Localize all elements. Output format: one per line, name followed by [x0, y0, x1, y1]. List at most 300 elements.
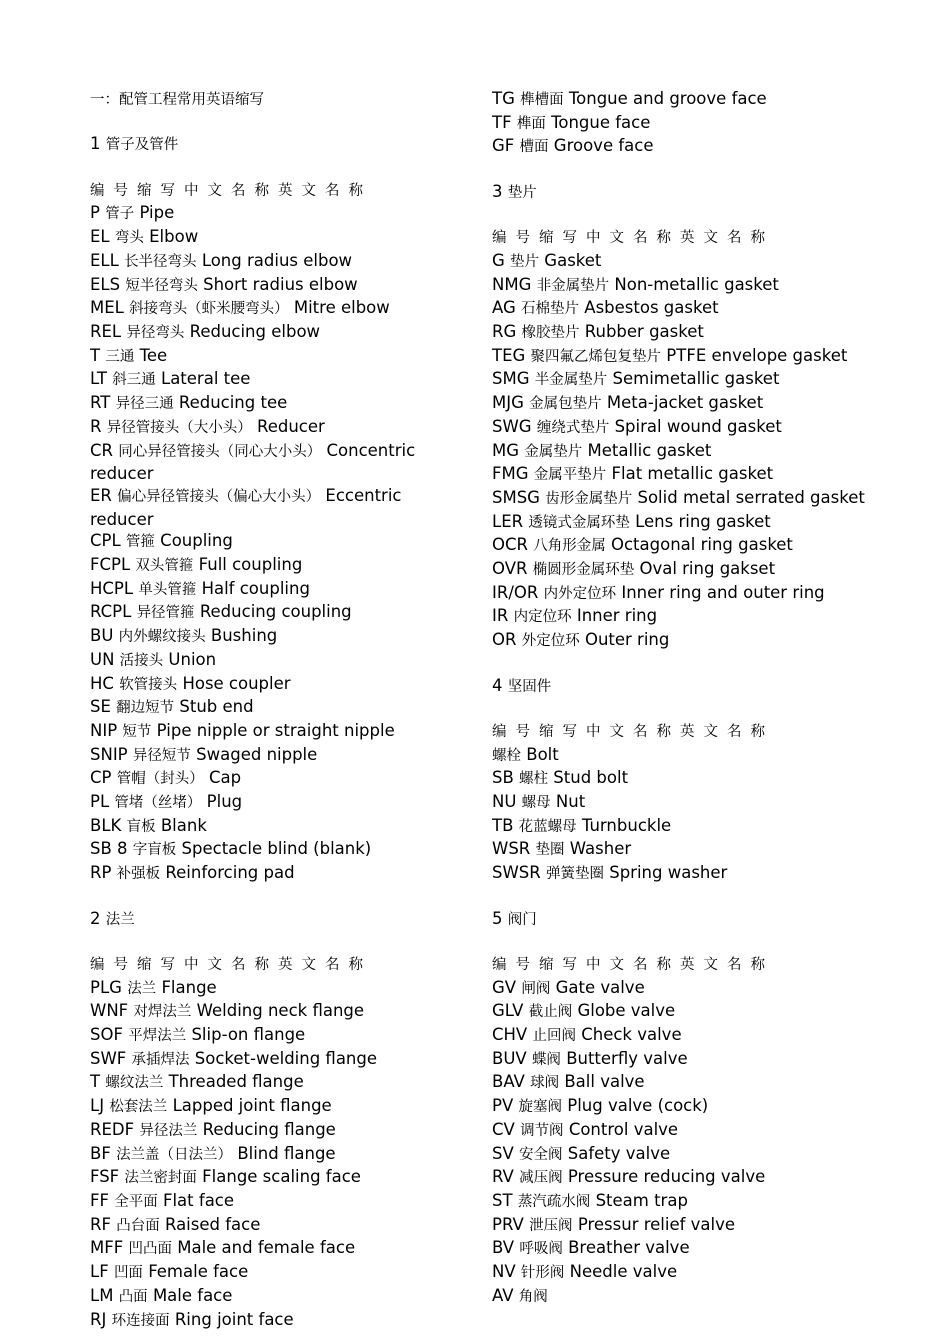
entry-english-name: Tee [139, 345, 168, 365]
entry-chinese-name: 全平面 [114, 1193, 158, 1210]
entry-chinese-name: 活接头 [119, 652, 164, 669]
entry-code: 3 [492, 181, 503, 201]
right-column [492, 88, 912, 1308]
entry-code: SOF [90, 1025, 123, 1045]
entry-code: BV [492, 1238, 515, 1258]
glossary-entry [492, 605, 912, 629]
entry-english-name: Raised face [164, 1214, 261, 1234]
entry-code: SMSG [492, 487, 540, 507]
column-header [492, 720, 912, 744]
entry-code: T [90, 1072, 101, 1092]
glossary-entry [90, 202, 470, 226]
entry-english-name: PTFE envelope gasket [666, 345, 848, 365]
entry-english-name: Solid metal serrated gasket [637, 487, 865, 507]
entry-chinese-name: 法兰密封面 [124, 1170, 197, 1187]
glossary-entry [492, 511, 912, 535]
entry-chinese-name: 异径三通 [115, 396, 174, 413]
glossary-entry [90, 767, 470, 791]
section-title-text: 一：配管工程常用英语缩写 [90, 92, 264, 108]
glossary-entry [90, 1309, 470, 1333]
entry-english-name: Spiral wound gasket [614, 416, 782, 436]
entry-chinese-name: 凹凸面 [128, 1241, 172, 1258]
entry-code: RP [90, 863, 112, 883]
glossary-entry [90, 392, 470, 416]
entry-chinese-name: 弹簧垫圈 [545, 866, 604, 883]
entry-english-name: Reinforcing pad [165, 863, 295, 883]
entry-chinese-name: 阀门 [507, 911, 537, 928]
glossary-entry [492, 558, 912, 582]
entry-chinese-name: 斜三通 [112, 372, 156, 389]
entry-english-name: Octagonal ring gasket [610, 535, 793, 555]
entry-chinese-name: 金属平垫片 [533, 467, 607, 484]
entry-chinese-name: 补强板 [116, 866, 161, 883]
entry-chinese-name: 短节 [122, 723, 152, 740]
entry-chinese-name: 减压阀 [519, 1170, 563, 1187]
entry-english-name: Stub end [179, 697, 254, 717]
glossary-entry [90, 601, 470, 625]
entry-english-name: Tongue and groove face [568, 89, 767, 108]
entry-english-name: Nut [555, 792, 586, 812]
entry-chinese-name: 异径管接头（大小头） [106, 419, 252, 436]
entry-code: R [90, 416, 102, 436]
glossary-entry [90, 838, 470, 862]
entry-code: BLK [90, 815, 122, 835]
glossary-entry [90, 625, 470, 649]
glossary-entry [492, 1214, 912, 1238]
entry-english-name: Spectacle blind (blank) [181, 839, 372, 859]
blank-line [90, 112, 470, 134]
glossary-entry [492, 791, 912, 815]
entry-english-name: Plug [206, 792, 243, 812]
entry-code: FMG [492, 464, 529, 484]
entry-chinese-name: 闸阀 [521, 980, 551, 997]
entry-chinese-name: 调节阀 [520, 1122, 564, 1139]
column-header-text: 编号缩写中文名称英文名称 [492, 723, 774, 740]
entry-code: TF [492, 112, 512, 132]
entry-english-name: Male and female face [177, 1238, 356, 1258]
entry-chinese-name: 字盲板 [132, 842, 177, 859]
glossary-entry [90, 673, 470, 697]
entry-code: LF [90, 1262, 109, 1282]
entry-chinese-name: 翻边短节 [116, 700, 175, 717]
entry-chinese-name: 垫片 [510, 253, 540, 270]
entry-code: SWF [90, 1048, 127, 1068]
entry-english-name: Eccentric reducer [90, 485, 402, 529]
entry-chinese-name: 凸台面 [116, 1217, 160, 1234]
glossary-entry [90, 815, 470, 839]
entry-code: SNIP [90, 744, 128, 764]
glossary-entry [90, 649, 470, 673]
entry-chinese-name: 双头管箍 [135, 558, 194, 575]
blank-line [492, 931, 912, 953]
entry-chinese-name: 外定位环 [521, 633, 580, 650]
entry-chinese-name: 偏心异径管接头（偏心大小头） [117, 488, 321, 505]
blank-line [492, 205, 912, 227]
entry-chinese-name: 非金属垫片 [536, 277, 610, 294]
glossary-entry [492, 1024, 912, 1048]
entry-code: TG [492, 89, 515, 108]
entry-english-name: Pipe nipple or straight nipple [156, 720, 395, 740]
entry-english-name: Elbow [149, 227, 199, 247]
entry-english-name: Outer ring [584, 630, 670, 650]
entry-chinese-name: 螺纹法兰 [105, 1075, 164, 1092]
entry-chinese-name: 槽面 [519, 139, 549, 156]
entry-chinese-name: 榫槽面 [520, 92, 564, 108]
entry-chinese-name: 花蓝螺母 [518, 818, 577, 835]
entry-chinese-name: 榫面 [516, 115, 546, 132]
entry-code: REDF [90, 1119, 135, 1139]
entry-english-name: Female face [148, 1262, 249, 1282]
entry-code: MG [492, 440, 520, 460]
entry-code: OCR [492, 535, 528, 555]
entry-chinese-name: 旋塞阀 [518, 1099, 562, 1116]
entry-chinese-name: 安全阀 [519, 1146, 563, 1163]
entry-english-name: Semimetallic gasket [612, 369, 780, 389]
entry-code: NMG [492, 274, 532, 294]
entry-code: FCPL [90, 555, 131, 575]
entry-code: P [90, 203, 100, 223]
entry-chinese-name: 法兰 [105, 911, 135, 928]
entry-chinese-name: 透镜式金属环垫 [528, 514, 630, 531]
glossary-entry [90, 485, 470, 530]
entry-chinese-name: 内定位环 [513, 609, 572, 626]
column-header [492, 226, 912, 250]
glossary-entry [492, 908, 912, 932]
blank-line [90, 931, 470, 953]
entry-chinese-name: 金属垫片 [524, 443, 583, 460]
entry-english-name: Gasket [544, 250, 602, 270]
entry-english-name: Flat face [162, 1190, 235, 1210]
entry-code: AV [492, 1285, 514, 1305]
entry-chinese-name: 同心异径管接头（同心大小头） [118, 443, 322, 460]
entry-code: IR [492, 606, 509, 626]
glossary-entry [90, 321, 470, 345]
entry-chinese-name: 蝶阀 [531, 1051, 561, 1068]
entry-code: RV [492, 1167, 514, 1187]
entry-english-name: Gate valve [555, 977, 645, 997]
entry-code: BF [90, 1143, 111, 1163]
entry-chinese-name: 法兰 [127, 980, 157, 997]
section-title [90, 88, 470, 112]
entry-code: HC [90, 673, 114, 693]
glossary-entry [492, 135, 912, 159]
blank-line [90, 157, 470, 179]
entry-english-name: Concentric reducer [90, 440, 416, 484]
entry-english-name: Coupling [160, 531, 233, 551]
entry-code: LT [90, 369, 107, 389]
glossary-entry [492, 1095, 912, 1119]
entry-code: PL [90, 792, 110, 812]
entry-chinese-name: 角阀 [518, 1288, 548, 1305]
entry-chinese-name: 截止阀 [528, 1004, 573, 1021]
entry-code: NV [492, 1262, 516, 1282]
entry-code: CPL [90, 531, 121, 551]
entry-code: 4 [492, 675, 503, 695]
entry-english-name: Stud bolt [553, 768, 629, 788]
glossary-entry [90, 744, 470, 768]
entry-chinese-name: 长半径弯头 [124, 253, 197, 270]
glossary-entry [492, 1190, 912, 1214]
glossary-entry [90, 554, 470, 578]
glossary-entry [90, 1143, 470, 1167]
entry-english-name: Hose coupler [182, 673, 291, 693]
glossary-entry [90, 274, 470, 298]
glossary-entry [90, 1261, 470, 1285]
entry-english-name: Lateral tee [161, 369, 251, 389]
entry-code: SWG [492, 416, 532, 436]
entry-chinese-name: 环连接面 [111, 1312, 170, 1329]
entry-code: GLV [492, 1001, 524, 1021]
glossary-entry [90, 1237, 470, 1261]
entry-chinese-name: 异径管箍 [136, 605, 195, 622]
entry-code: 1 [90, 134, 101, 154]
entry-code: PV [492, 1096, 514, 1116]
entry-chinese-name: 软管接头 [119, 676, 178, 693]
glossary-entry [90, 440, 470, 485]
entry-chinese-name: 单头管箍 [138, 581, 197, 598]
left-column [90, 88, 470, 1332]
entry-english-name: Lapped joint flange [172, 1096, 332, 1116]
glossary-entry [492, 1071, 912, 1095]
entry-english-name: Flange [161, 977, 217, 997]
entry-code: AG [492, 298, 516, 318]
glossary-entry [492, 463, 912, 487]
entry-code: SE [90, 697, 111, 717]
entry-chinese-name: 平焊法兰 [128, 1028, 187, 1045]
glossary-entry [492, 368, 912, 392]
glossary-entry [492, 1166, 912, 1190]
entry-code: HCPL [90, 578, 134, 598]
entry-chinese-name: 斜接弯头（虾米腰弯头） [129, 301, 289, 318]
entry-chinese-name: 缠绕式垫片 [536, 419, 610, 436]
entry-english-name: Check valve [581, 1025, 682, 1045]
entry-english-name: Washer [569, 839, 632, 859]
entry-chinese-name: 止回阀 [532, 1028, 576, 1045]
entry-chinese-name: 石棉垫片 [521, 301, 580, 318]
glossary-entry [492, 392, 912, 416]
entry-code: CV [492, 1119, 515, 1139]
glossary-entry [90, 530, 470, 554]
blank-line [492, 653, 912, 675]
glossary-entry [492, 629, 912, 653]
entry-english-name: Ball valve [564, 1072, 645, 1092]
entry-code: ELS [90, 274, 121, 294]
glossary-entry [492, 977, 912, 1001]
column-header-text: 编号缩写中文名称英文名称 [492, 230, 774, 247]
entry-chinese-name: 管子及管件 [105, 137, 179, 154]
entry-english-name: Steam trap [595, 1190, 688, 1210]
entry-english-name: Reducing tee [178, 393, 288, 413]
glossary-entry [90, 720, 470, 744]
entry-chinese-name: 盲板 [126, 818, 156, 835]
column-header-text: 编号缩写中文名称英文名称 [90, 182, 372, 199]
entry-code: CR [90, 440, 113, 460]
entry-code: RF [90, 1214, 111, 1234]
glossary-entry [90, 297, 470, 321]
entry-code: FSF [90, 1167, 120, 1187]
column-header [90, 179, 470, 203]
entry-code: T [90, 345, 101, 365]
entry-code: LJ [90, 1096, 105, 1116]
entry-code: WNF [90, 1001, 129, 1021]
entry-chinese-name: 管子 [105, 206, 135, 223]
entry-code: MFF [90, 1238, 124, 1258]
entry-chinese-name: 三通 [105, 348, 135, 365]
glossary-entry [492, 181, 912, 205]
entry-code: GV [492, 977, 517, 997]
entry-chinese-name: 呼吸阀 [519, 1241, 563, 1258]
entry-english-name: Male face [152, 1285, 233, 1305]
glossary-entry [90, 1095, 470, 1119]
glossary-entry [90, 1285, 470, 1309]
entry-code: OR [492, 630, 517, 650]
entry-code: RT [90, 393, 111, 413]
glossary-entry [492, 1237, 912, 1261]
entry-chinese-name: 齿形金属垫片 [545, 490, 633, 507]
glossary-entry [492, 838, 912, 862]
entry-code: OVR [492, 559, 528, 579]
entry-chinese-name: 管箍 [125, 534, 155, 551]
glossary-entry [90, 1214, 470, 1238]
entry-english-name: Blank [160, 815, 207, 835]
entry-code: SWSR [492, 863, 541, 883]
entry-code: REL [90, 322, 122, 341]
entry-code: EL [90, 227, 110, 247]
entry-chinese-name: 弯头 [114, 230, 144, 247]
entry-code: RG [492, 322, 517, 341]
entry-code: CP [90, 768, 112, 788]
entry-english-name: Long radius elbow [201, 250, 353, 270]
glossary-entry [492, 416, 912, 440]
entry-english-name: Socket-welding flange [194, 1048, 378, 1068]
entry-english-name: Non-metallic gasket [614, 274, 779, 294]
entry-code: RJ [90, 1309, 107, 1329]
entry-english-name: Butterfly valve [566, 1048, 688, 1068]
glossary-entry [90, 1071, 470, 1095]
glossary-entry [492, 1143, 912, 1167]
entry-english-name: Threaded flange [168, 1072, 304, 1092]
entry-code: NIP [90, 720, 118, 740]
entry-chinese-name: 垫片 [507, 184, 537, 201]
blank-line [90, 886, 470, 908]
entry-code: TB [492, 815, 514, 835]
entry-chinese-name: 半金属垫片 [534, 372, 608, 389]
glossary-entry [90, 791, 470, 815]
entry-chinese-name: 垫圈 [535, 842, 565, 859]
entry-code: BU [90, 626, 114, 646]
entry-english-name: Reducer [256, 416, 325, 436]
glossary-entry [90, 1190, 470, 1214]
glossary-entry [90, 578, 470, 602]
entry-code: UN [90, 649, 115, 669]
glossary-entry [492, 862, 912, 886]
entry-english-name: Control valve [568, 1119, 679, 1139]
entry-code: ER [90, 485, 112, 505]
glossary-entry [90, 133, 470, 157]
entry-chinese-name: 异径法兰 [139, 1122, 198, 1139]
entry-chinese-name: 八角形金属 [533, 538, 606, 555]
entry-english-name: Welding neck flange [196, 1001, 365, 1021]
glossary-entry [492, 440, 912, 464]
entry-english-name: Reducing coupling [199, 602, 352, 622]
glossary-entry [492, 744, 912, 768]
entry-english-name: Asbestos gasket [584, 298, 719, 318]
entry-english-name: Inner ring and outer ring [621, 582, 825, 602]
entry-chinese-name: 椭圆形金属环垫 [532, 562, 635, 579]
entry-code: GF [492, 136, 515, 156]
entry-chinese-name: 承插焊法 [131, 1051, 190, 1068]
blank-line [492, 698, 912, 720]
entry-chinese-name: 针形阀 [520, 1265, 565, 1282]
glossary-entry [90, 250, 470, 274]
glossary-entry [492, 1119, 912, 1143]
entry-english-name: Pipe [139, 203, 175, 223]
entry-english-name: Bolt [526, 744, 559, 764]
entry-code: BUV [492, 1048, 527, 1068]
entry-english-name: Spring washer [609, 863, 728, 883]
entry-code: MEL [90, 298, 124, 318]
entry-english-name: Cap [208, 768, 242, 788]
entry-chinese-name: 坚固件 [507, 678, 552, 695]
entry-chinese-name: 法兰盖（日法兰） [116, 1146, 233, 1163]
entry-chinese-name: 螺母 [521, 795, 551, 812]
entry-english-name: Reducing elbow [189, 322, 321, 341]
glossary-entry [492, 1285, 912, 1309]
entry-english-name: Plug valve (cock) [567, 1096, 709, 1116]
entry-english-name: Pressure reducing valve [567, 1167, 766, 1187]
glossary-entry [492, 815, 912, 839]
entry-english-name: Pressur relief valve [577, 1214, 736, 1234]
entry-chinese-name: 泄压阀 [529, 1217, 573, 1234]
entry-chinese-name: 对焊法兰 [133, 1004, 192, 1021]
entry-english-name: Swaged nipple [196, 744, 318, 764]
glossary-entry [90, 1048, 470, 1072]
glossary-entry [492, 297, 912, 321]
glossary-entry [492, 1261, 912, 1285]
entry-code: NU [492, 792, 517, 812]
entry-code: WSR [492, 839, 531, 859]
glossary-entry [90, 416, 470, 440]
blank-line [492, 886, 912, 908]
entry-chinese-name: 管帽（封头） [116, 771, 204, 788]
entry-chinese-name: 聚四氟乙烯包复垫片 [530, 348, 662, 365]
glossary-entry [492, 534, 912, 558]
entry-english-name: Lens ring gasket [635, 511, 771, 531]
entry-english-name: Half coupling [201, 578, 310, 598]
entry-chinese-name: 螺栓 [492, 747, 521, 764]
glossary-entry [90, 908, 470, 932]
entry-code: G [492, 250, 505, 270]
entry-english-name: Slip-on flange [191, 1025, 306, 1045]
entry-english-name: Needle valve [569, 1262, 678, 1282]
glossary-entry [492, 1000, 912, 1024]
entry-code: SB 8 [90, 839, 128, 859]
entry-code: ELL [90, 250, 119, 270]
entry-chinese-name: 异径弯头 [126, 325, 185, 341]
entry-code: SMG [492, 369, 530, 389]
entry-chinese-name: 管堵（丝堵） [114, 795, 202, 812]
glossary-entry [492, 321, 912, 345]
glossary-entry [90, 1000, 470, 1024]
glossary-entry [492, 274, 912, 298]
entry-english-name: Union [168, 649, 217, 669]
entry-code: TEG [492, 345, 526, 365]
entry-chinese-name: 凹面 [113, 1265, 143, 1282]
entry-code: LM [90, 1285, 114, 1305]
entry-english-name: Safety valve [567, 1143, 671, 1163]
entry-code: 5 [492, 908, 503, 928]
entry-english-name: Blind flange [237, 1143, 336, 1163]
